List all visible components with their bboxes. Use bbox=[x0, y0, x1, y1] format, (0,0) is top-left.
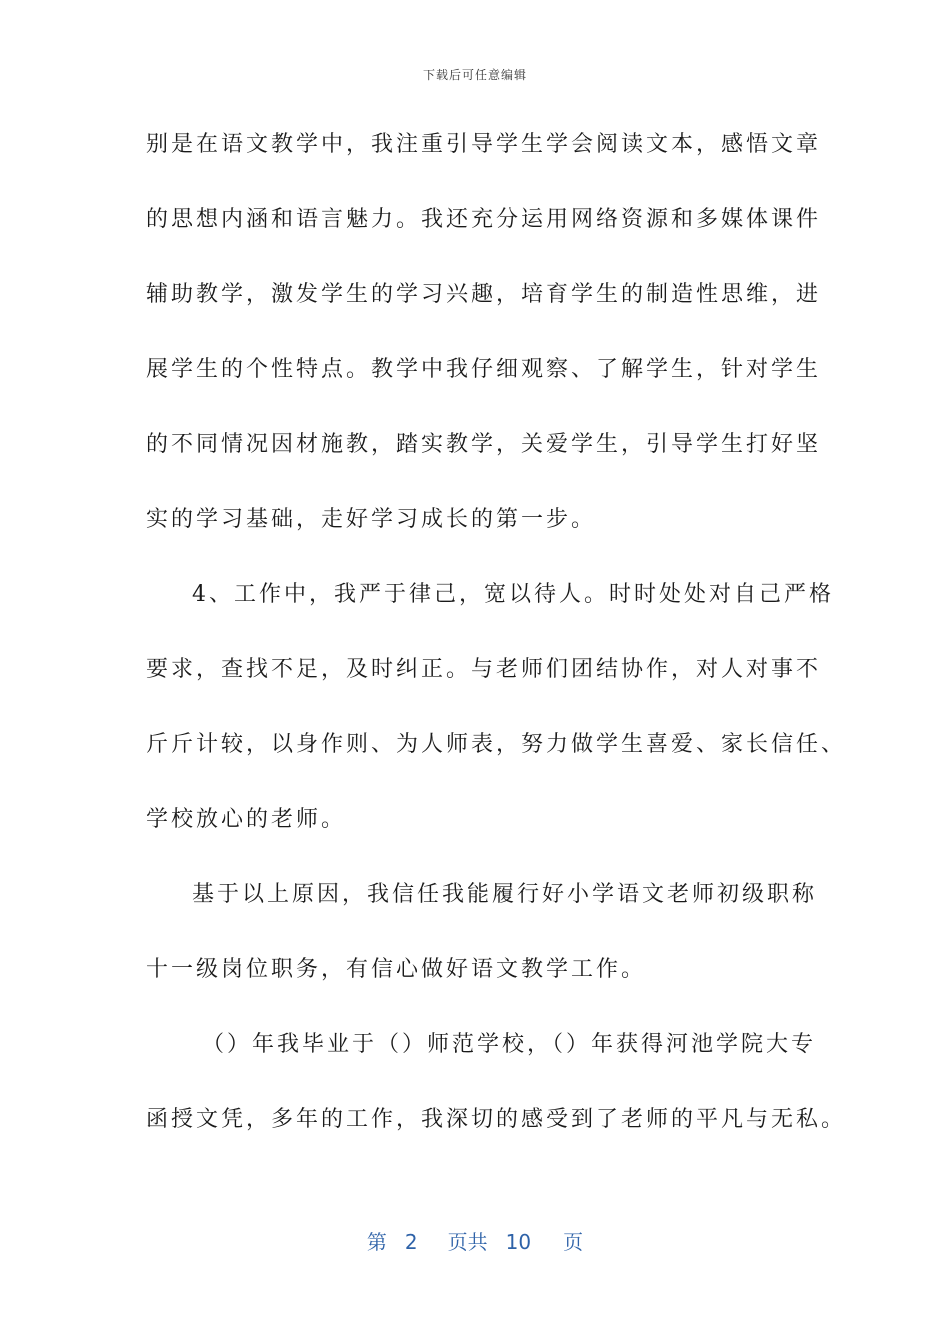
body-line: 别是在语文教学中，我注重引导学生学会阅读文本，感悟文章 bbox=[146, 132, 822, 157]
body-line: 十一级岗位职务，有信心做好语文教学工作。 bbox=[146, 957, 647, 982]
body-line: 辅助教学，激发学生的学习兴趣，培育学生的制造性思维，进 bbox=[146, 282, 822, 307]
body-line: 斤斤计较，以身作则、为人师表，努力做学生喜爱、家长信任、 bbox=[146, 732, 847, 757]
page-header-note: 下载后可任意编辑 bbox=[422, 68, 527, 82]
footer-label-prefix: 第 bbox=[366, 1230, 387, 1254]
page-footer bbox=[0, 1226, 950, 1255]
body-line: 展学生的个性特点。教学中我仔细观察、了解学生，针对学生 bbox=[146, 357, 822, 382]
paragraph-start-line: （）年我毕业于（）师范学校，（）年获得河池学院大专 bbox=[202, 1032, 817, 1057]
body-line: 函授文凭，多年的工作，我深切的感受到了老师的平凡与无私。 bbox=[146, 1107, 847, 1132]
document-body bbox=[146, 122, 847, 1172]
footer-label-middle: 页共 bbox=[447, 1230, 488, 1254]
footer-total-pages: 10 bbox=[505, 1230, 532, 1254]
body-line: 实的学习基础，走好学习成长的第一步。 bbox=[146, 507, 597, 532]
body-line: 的不同情况因材施教，踏实教学，关爱学生，引导学生打好坚 bbox=[146, 432, 822, 457]
paragraph-start-line: 4、工作中，我严于律己，宽以待人。时时处处对自己严格 bbox=[192, 582, 834, 607]
body-line: 学校放心的老师。 bbox=[146, 807, 347, 832]
footer-current-page: 2 bbox=[404, 1230, 418, 1254]
body-line: 的思想内涵和语言魅力。我还充分运用网络资源和多媒体课件 bbox=[146, 207, 822, 232]
paragraph-start-line: 基于以上原因，我信任我能履行好小学语文老师初级职称 bbox=[192, 882, 818, 907]
body-line: 要求，查找不足，及时纠正。与老师们团结协作，对人对事不 bbox=[146, 657, 822, 682]
footer-label-suffix: 页 bbox=[563, 1230, 584, 1254]
